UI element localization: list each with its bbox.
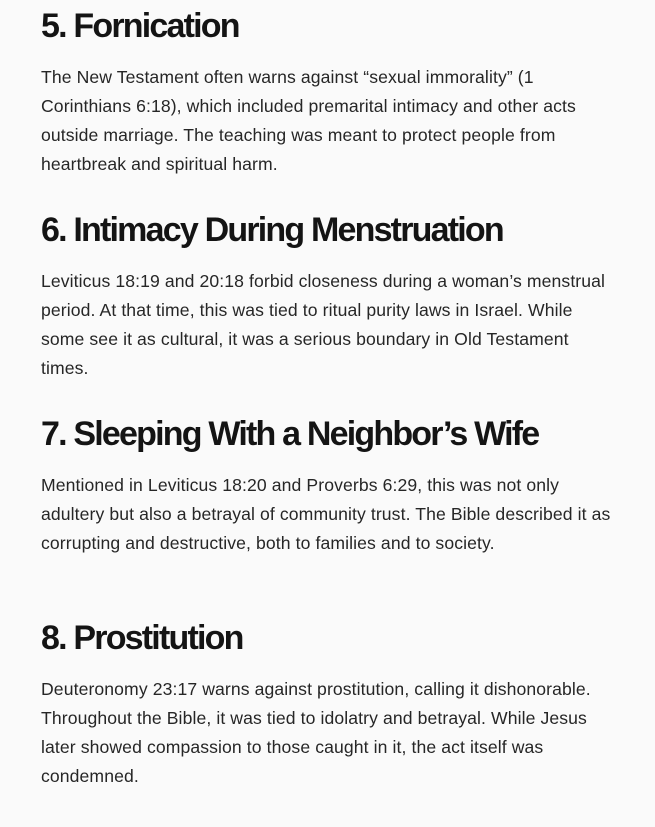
section-body: Leviticus 18:19 and 20:18 forbid closeness during a woman’s menstrual period. At that time, this was tied to ritual purity laws in Israel. While some see it as cultural, it was a serious boundary in Old Testament times. <box>41 271 606 378</box>
section-heading: 6. Intimacy During Menstruation <box>41 211 503 249</box>
section-heading: 7. Sleeping With a Neighbor’s Wife <box>41 415 539 453</box>
section-heading: 5. Fornication <box>41 7 239 45</box>
section-intimacy-during-menstruation <box>41 210 611 383</box>
section-prostitution <box>41 618 611 791</box>
section-body: The New Testament often warns against “sexual immorality” (1 Corinthians 6:18), which included premarital intimacy and other acts outside marriage. The teaching was meant to protect people from heartbreak and spiritual harm. <box>41 67 576 174</box>
section-fornication <box>41 6 611 179</box>
section-heading: 8. Prostitution <box>41 619 243 657</box>
section-neighbors-wife <box>41 414 611 558</box>
section-body: Mentioned in Leviticus 18:20 and Proverbs 6:29, this was not only adultery but also a betrayal of community trust. The Bible described it as corrupting and destructive, both to families and to society. <box>41 475 611 553</box>
section-body: Deuteronomy 23:17 warns against prostitution, calling it dishonorable. Throughout the Bible, it was tied to idolatry and betrayal. While Jesus later showed compassion to those caught in it, the act itself was condemned. <box>41 679 591 786</box>
